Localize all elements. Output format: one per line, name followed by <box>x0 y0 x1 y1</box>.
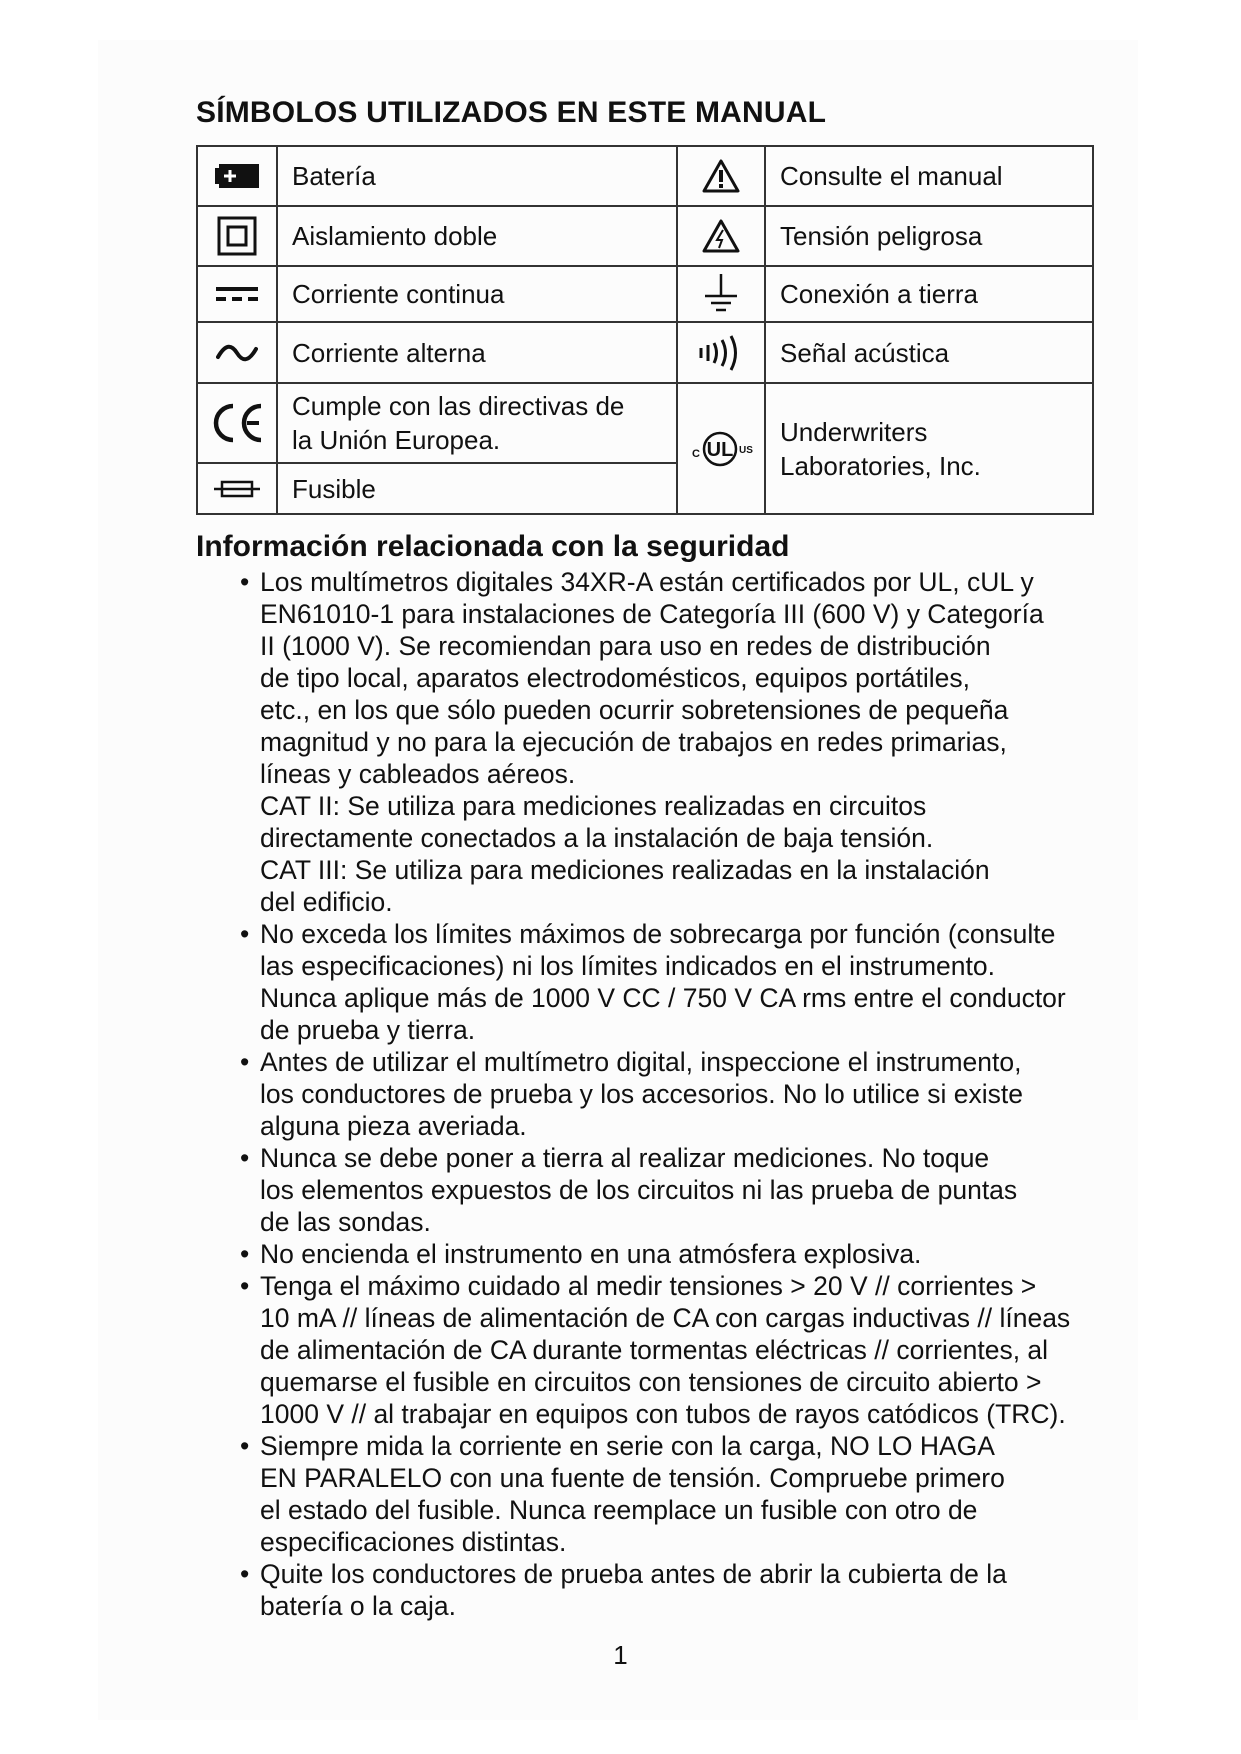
page-heading: SÍMBOLOS UTILIZADOS EN ESTE MANUAL <box>196 96 827 129</box>
safety-item <box>240 918 1100 1046</box>
safety-item-line: líneas y cableados aéreos. <box>260 759 576 789</box>
safety-item-line: directamente conectados a la instalación de baja tensión. <box>260 823 934 853</box>
ce-description <box>277 383 677 463</box>
safety-item-line: alguna pieza averiada. <box>260 1111 527 1141</box>
symbol-label: Conexión a tierra <box>765 266 1093 322</box>
safety-item <box>240 1238 1100 1270</box>
safety-item-line: de alimentación de CA durante tormentas eléctricas // corrientes, al <box>260 1335 1049 1365</box>
symbol-label: Señal acústica <box>765 322 1093 383</box>
safety-item-line: Antes de utilizar el multímetro digital, inspeccione el instrumento, <box>260 1047 1022 1077</box>
safety-item-line: el estado del fusible. Nunca reemplace un fusible con otro de <box>260 1495 978 1525</box>
safety-item-line: quemarse el fusible en circuitos con tensiones de circuito abierto > <box>260 1367 1042 1397</box>
safety-item-line: de tipo local, aparatos electrodomésticos, equipos portátiles, <box>260 663 971 693</box>
safety-item <box>240 1046 1100 1142</box>
safety-item-line: etc., en los que sólo pueden ocurrir sobretensiones de pequeña <box>260 695 1009 725</box>
ul-line-1: Underwriters <box>780 416 928 447</box>
safety-item-line: los elementos expuestos de los circuitos ni las prueba de puntas <box>260 1175 1018 1205</box>
double-insulation-icon <box>197 206 277 266</box>
page-number: 1 <box>613 1640 628 1670</box>
safety-item-line: Nunca aplique más de 1000 V CC / 750 V CA rms entre el conductor <box>260 983 1066 1013</box>
safety-item-line: batería o la caja. <box>260 1591 456 1621</box>
safety-item-line: EN PARALELO con una fuente de tensión. Compruebe primero <box>260 1463 1005 1493</box>
safety-item <box>240 566 1100 918</box>
ce-mark-icon <box>197 383 277 463</box>
safety-item-line: 10 mA // líneas de alimentación de CA con cargas inductivas // líneas <box>260 1303 1071 1333</box>
bullet-icon: • <box>240 567 250 597</box>
safety-item <box>240 1270 1100 1430</box>
symbol-label: Batería <box>277 146 677 206</box>
table-row <box>197 146 1093 206</box>
safety-list <box>240 566 1100 1622</box>
symbol-label: Corriente alterna <box>277 322 677 383</box>
bullet-icon: • <box>240 1239 250 1269</box>
table-row <box>197 383 1093 463</box>
ground-icon <box>677 266 765 322</box>
symbol-label: Aislamiento doble <box>277 206 677 266</box>
table-row <box>197 266 1093 322</box>
safety-item <box>240 1142 1100 1238</box>
ul-line-2: Laboratories, Inc. <box>780 450 981 481</box>
symbol-label: Corriente continua <box>277 266 677 322</box>
safety-item-line: EN61010-1 para instalaciones de Categoría III (600 V) y Categoría <box>260 599 1044 629</box>
symbol-label: Consulte el manual <box>765 146 1093 206</box>
safety-item-line: de las sondas. <box>260 1207 431 1237</box>
table-row <box>197 322 1093 383</box>
safety-item-line: Siempre mida la corriente en serie con la carga, NO LO HAGA <box>260 1431 995 1461</box>
safety-item-line: Nunca se debe poner a tierra al realizar mediciones. No toque <box>260 1143 990 1173</box>
safety-item-line: 1000 V // al trabajar en equipos con tubos de rayos catódicos (TRC). <box>260 1399 1066 1429</box>
ul-listing-icon <box>677 383 765 514</box>
ce-line-1: Cumple con las directivas de <box>292 391 625 421</box>
safety-item-line: No encienda el instrumento en una atmósfera explosiva. <box>260 1239 922 1269</box>
safety-item-line: Tenga el máximo cuidado al medir tensiones > 20 V // corrientes > <box>260 1271 1037 1301</box>
warning-icon <box>677 146 765 206</box>
safety-item <box>240 1430 1100 1558</box>
ul-logo-us: US <box>739 444 753 456</box>
safety-item-line: No exceda los límites máximos de sobrecarga por función (consulte <box>260 919 1056 949</box>
bullet-icon: • <box>240 1143 250 1173</box>
bullet-icon: • <box>240 1559 250 1589</box>
safety-item-line: II (1000 V). Se recomiendan para uso en redes de distribución <box>260 631 991 661</box>
safety-item-line: los conductores de prueba y los accesorios. No lo utilice si existe <box>260 1079 1023 1109</box>
safety-item-line: magnitud y no para la ejecución de trabajos en redes primarias, <box>260 727 1007 757</box>
safety-item-line: especificaciones distintas. <box>260 1527 567 1557</box>
symbol-label: Tensión peligrosa <box>765 206 1093 266</box>
fuse-icon <box>197 463 277 514</box>
bullet-icon: • <box>240 1271 250 1301</box>
battery-icon <box>197 146 277 206</box>
dc-current-icon <box>197 266 277 322</box>
ul-logo-c: C <box>692 447 700 460</box>
bullet-icon: • <box>240 919 250 949</box>
safety-item <box>240 1558 1100 1622</box>
safety-section-title: Información relacionada con la seguridad <box>196 530 790 563</box>
bullet-icon: • <box>240 1047 250 1077</box>
ul-logo-text: UL <box>706 438 734 461</box>
safety-item-line: CAT III: Se utiliza para mediciones realizadas en la instalación <box>260 855 990 885</box>
ce-line-2: la Unión Europea. <box>292 425 501 455</box>
safety-item-line: del edificio. <box>260 887 393 917</box>
high-voltage-icon <box>677 206 765 266</box>
symbol-label: Fusible <box>277 463 677 514</box>
ac-current-icon <box>197 322 277 383</box>
beeper-icon <box>677 322 765 383</box>
safety-item-line: Quite los conductores de prueba antes de abrir la cubierta de la <box>260 1559 1007 1589</box>
safety-item-line: las especificaciones) ni los límites indicados en el instrumento. <box>260 951 995 981</box>
safety-item-line: CAT II: Se utiliza para mediciones realizadas en circuitos <box>260 791 927 821</box>
ul-description <box>765 383 1093 514</box>
safety-item-line: Los multímetros digitales 34XR-A están certificados por UL, cUL y <box>260 567 1034 597</box>
symbols-table <box>196 145 1094 515</box>
bullet-icon: • <box>240 1431 250 1461</box>
safety-item-line: de prueba y tierra. <box>260 1015 476 1045</box>
table-row <box>197 206 1093 266</box>
